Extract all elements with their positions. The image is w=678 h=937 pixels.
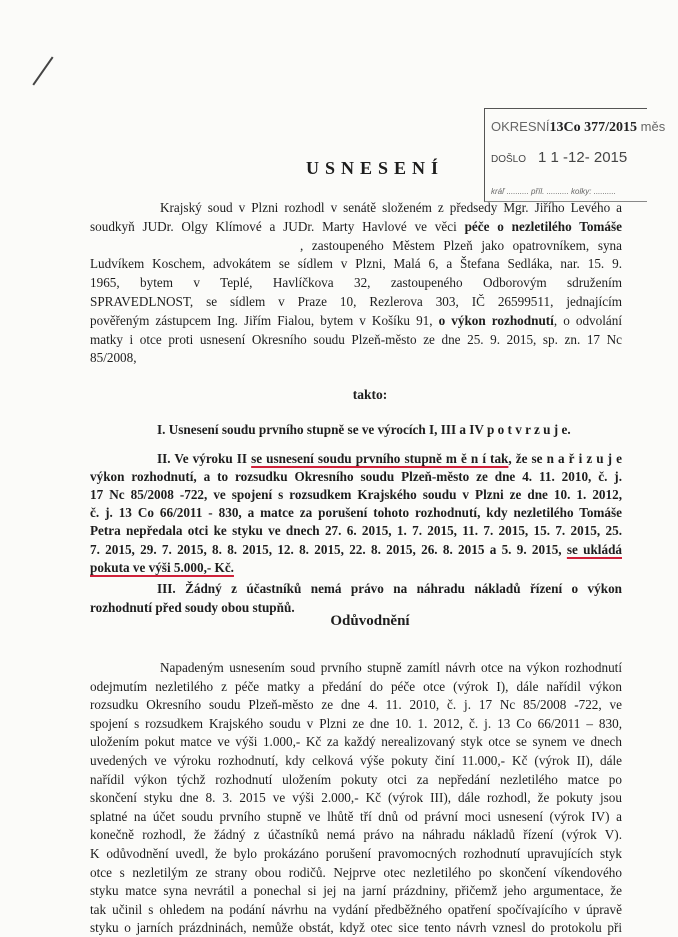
reasoning-line bbox=[90, 882, 622, 900]
bold-text: III. Žádný z účastníků nemá právo na náhradu nákladů řízení o výkon bbox=[157, 581, 622, 596]
bold-text: , že se n a ř i z u j e bbox=[508, 451, 622, 466]
bold-text: 7. 2015, 29. 7. 2015, 8. 8. 2015, 12. 8. 2015, 22. 8. 2015, 26. 8. 2015 a 5. 9. 2015, bbox=[90, 541, 567, 557]
reasoning-heading: Odůvodnění bbox=[330, 613, 410, 629]
text-segment: matky i otce proti usnesení Okresního soudu Plzeň-město ze dne 25. 9. 2015, sp. zn. 17 Nc bbox=[90, 331, 622, 347]
bold-text: rozhodnutí před soudy obou stupňů. bbox=[90, 599, 295, 615]
intro-line bbox=[160, 199, 622, 217]
text-segment: tak učinil s ohledem na podání návrhu na vydání předběžného opatření spočívajícího v úpravě bbox=[90, 901, 622, 917]
verdict-2-line bbox=[90, 559, 622, 577]
bold-text: výkon rozhodnutí, a to rozsudku Okresního soudu Plzeň-město ze dne 4. 11. 2010, č. j. bbox=[90, 469, 622, 485]
reasoning-line bbox=[90, 919, 622, 937]
verdict-2-line bbox=[90, 486, 622, 504]
text-segment: 85/2008, bbox=[90, 350, 137, 366]
stamp-received-label: DOŠLO bbox=[491, 154, 527, 165]
intro-line bbox=[90, 312, 622, 330]
bold-text: Petra nepředala otci ke styku ve dnech 27. 6. 2015, 1. 7. 2015, 11. 7. 2015, 15. 7. 2015, 25. bbox=[90, 523, 622, 539]
text-segment: styku matce syna nevrátil a ponechal si jej na jarní prázdniny, přičemž jeho argumentace, že bbox=[90, 883, 622, 899]
reasoning-line bbox=[90, 845, 622, 863]
intro-line bbox=[90, 218, 622, 236]
text-segment: splatné na účet soudu prvního stupně ve lhůtě tří dnů od právní moci usnesení (výrok IV) a bbox=[90, 808, 622, 824]
reasoning-line bbox=[160, 659, 622, 677]
text-segment: , zastoupeného Městem Plzeň jako opatrovníkem, syna bbox=[300, 237, 622, 253]
underlined-text: pokuta ve výši 5.000,- Kč. bbox=[90, 559, 234, 575]
intro-line bbox=[90, 349, 622, 367]
verdict-2-line bbox=[90, 504, 622, 522]
reasoning-line bbox=[90, 771, 622, 789]
bold-text: I. Usnesení soudu prvního stupně se ve výrocích I, III a IV p o t v r z u j e. bbox=[157, 422, 571, 437]
text-segment: Krajský soud v Plzni rozhodl v senátě složeném z předsedy Mgr. Jiřího Levého a bbox=[160, 200, 622, 215]
takto-heading: takto: bbox=[352, 387, 388, 402]
underlined-text: se usnesení soudu prvního stupně m ě n í tak bbox=[251, 451, 509, 466]
text-segment: nařídil výkon týchž rozhodnutí uložením pokuty otci za nepředání nezletilého matce po bbox=[90, 771, 622, 787]
text-segment: pověřeným zástupcem Ing. Jiřím Fialou, bytem v Košíku 91, bbox=[90, 312, 439, 328]
reasoning-line bbox=[90, 678, 622, 696]
reasoning-line bbox=[90, 789, 622, 807]
text-segment: odejmutím nezletilého z péče matky a předání do péče otce (výrok I), dále nařídil výkon bbox=[90, 678, 622, 694]
intro-line bbox=[90, 274, 622, 292]
text-segment: spojení s rozsudkem Krajského soudu v Plzni ze dne 10. 1. 2012, č. j. 13 Co 66/2011 – 830, bbox=[90, 715, 622, 731]
text-segment: uvedených ve výroku rozhodnutí, kdy celková výše pokuty činí 11.000,- Kč (výrok II), dále bbox=[90, 753, 622, 768]
intro-line bbox=[90, 331, 622, 349]
intro-line bbox=[90, 293, 622, 311]
bold-text: II. Ve výroku II bbox=[157, 451, 252, 466]
text-segment: rozsudku Okresního soudu Plzeň-město ze dne 4. 11. 2010, č. j. 17 Nc 85/2008 -722, ve bbox=[90, 697, 622, 713]
verdict-2-line bbox=[90, 522, 622, 540]
reasoning-line bbox=[90, 733, 622, 751]
stamp-received-date: 1 1 -12- 2015 bbox=[538, 149, 628, 166]
text-segment: uložením pokut matce ve výši 1.000,- Kč za každý nerealizovaný styk otce se synem ve dnech bbox=[90, 734, 622, 750]
stamp-suffix: měs bbox=[640, 119, 666, 134]
underlined-text: se ukládá bbox=[566, 541, 622, 557]
text-segment: konečně rozhodl, že žádný z účastníků nemá právo na náhradu nákladů řízení (výrok V). bbox=[90, 827, 622, 843]
text-segment: 1965, bytem v Teplé, Havlíčkova 32, zastoupeného Odborovým sdružením bbox=[90, 275, 622, 291]
verdict-3-line bbox=[90, 599, 622, 617]
stamp-footer: kráľ .......... příl. .......... kolky: .......... bbox=[491, 187, 616, 196]
text-segment: Napadeným usnesením soud prvního stupně zamítl návrh otce na výkon rozhodnutí bbox=[160, 660, 622, 675]
reasoning-line bbox=[90, 752, 622, 770]
verdict-3-line bbox=[157, 580, 622, 598]
text-segment: , o odvolání bbox=[553, 312, 622, 328]
text-segment: skončení styku dne 8. 3. 2015 ve výši 2.000,- Kč (výrok III), dále rozhodl, že pokuty jsou bbox=[90, 790, 622, 806]
stamp-court: OKRESNÍ bbox=[491, 119, 550, 134]
verdict-2-line bbox=[90, 468, 622, 486]
reasoning-line bbox=[90, 696, 622, 714]
text-segment: K odůvodnění uvedl, že bylo prokázáno porušení pravomocných rozhodnutí upravujících styk bbox=[90, 846, 622, 861]
text-segment: SPRAVEDLNOST, se sídlem v Praze 10, Rezlerova 303, IČ 26599511, jednajícím bbox=[90, 294, 622, 309]
bold-text: o výkon rozhodnutí bbox=[438, 312, 554, 328]
verdict-2-line bbox=[157, 450, 622, 468]
text-segment: otce s nezletilým ze strany obou rodičů. Nejprve otec nezletilého po skončení víkendového bbox=[90, 864, 622, 880]
text-segment: styku o jarních prázdninách, nemůže obstát, když otec sice tento návrh vznesl do protokolu při bbox=[90, 920, 622, 936]
text-segment: soudkyň JUDr. Olgy Klímové a JUDr. Marty Havlové ve věci bbox=[90, 218, 465, 234]
verdict-2-line bbox=[90, 541, 622, 559]
pen-mark bbox=[32, 56, 53, 85]
bold-text: péče o nezletilého Tomáše bbox=[464, 218, 622, 234]
received-stamp bbox=[484, 108, 666, 202]
reasoning-line bbox=[90, 715, 622, 733]
document-title: USNESENÍ bbox=[305, 158, 445, 178]
reasoning-line bbox=[90, 826, 622, 844]
reasoning-line bbox=[90, 808, 622, 826]
reasoning-line bbox=[90, 901, 622, 919]
text-segment: Ludvíkem Koschem, advokátem se sídlem v Plzni, Malá 6, a Štefana Sedláka, nar. 15. 9. bbox=[90, 256, 622, 272]
verdict-1-line bbox=[157, 421, 622, 439]
intro-line bbox=[300, 237, 622, 255]
bold-text: 17 Nc 85/2008 -722, ve spojení s rozsudkem Krajského soudu v Plzni ze dne 10. 1. 2012, bbox=[90, 487, 622, 503]
stamp-file-number: 13Co 377/2015 bbox=[549, 120, 638, 135]
bold-text: č. j. 13 Co 66/2011 - 830, a matce za porušení tohoto rozhodnutí, kdy nezletilého Tomáše bbox=[90, 505, 622, 521]
intro-line bbox=[90, 255, 622, 273]
reasoning-line bbox=[90, 864, 622, 882]
